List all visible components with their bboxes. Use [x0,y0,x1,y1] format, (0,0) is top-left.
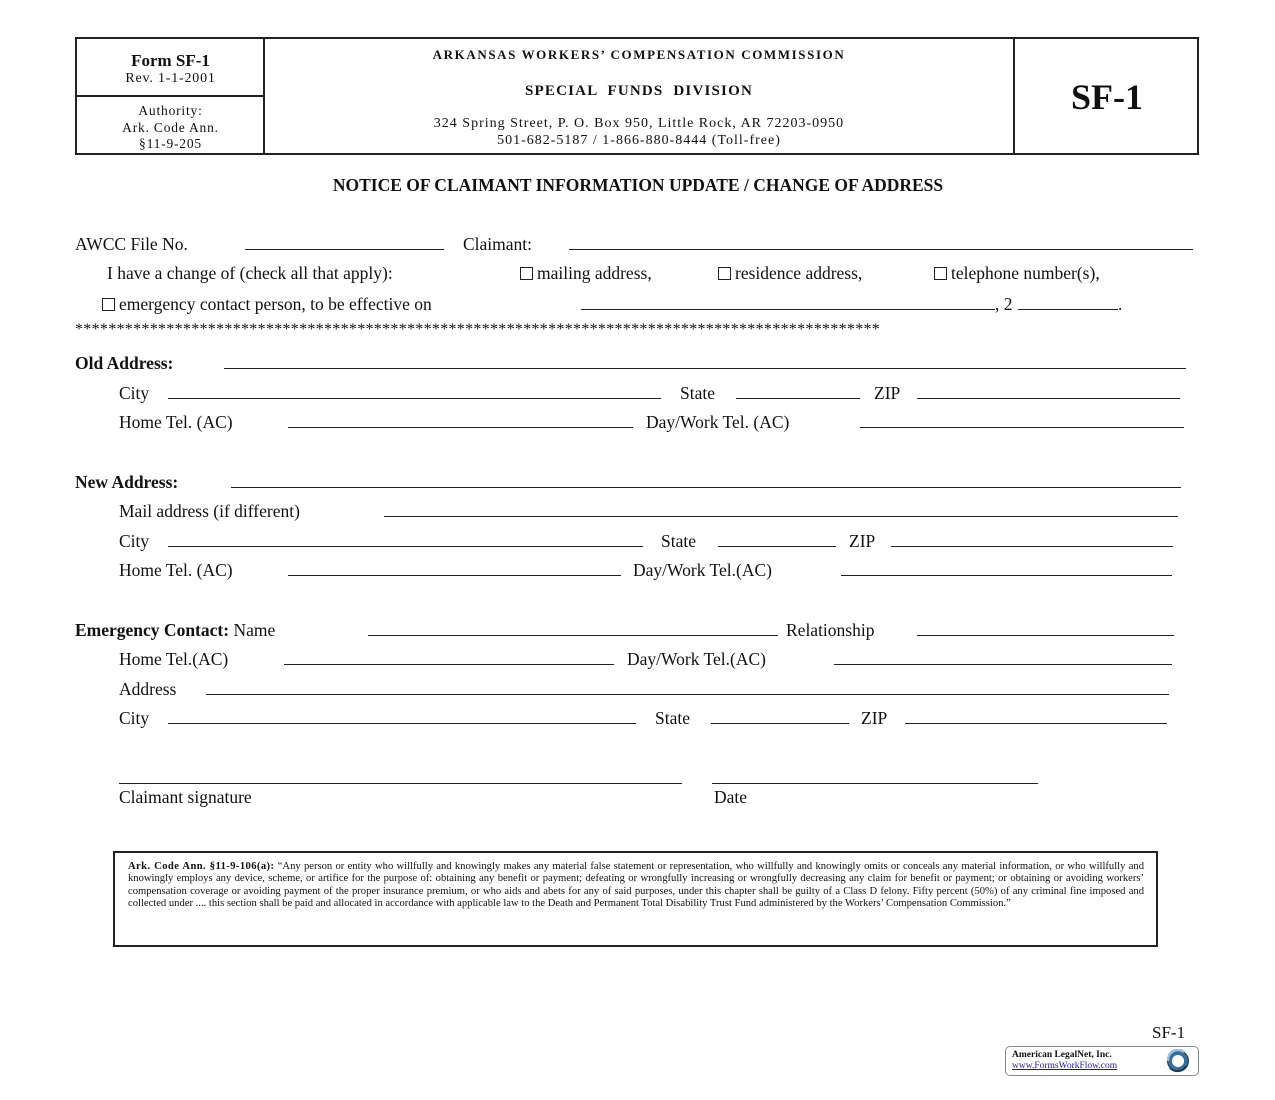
emergency-name-label: Name [233,620,276,640]
vendor-name: American LegalNet, Inc. [1012,1050,1112,1060]
emergency-work-tel-field[interactable] [834,664,1172,665]
globe-icon [1164,1049,1190,1073]
header-divider-horizontal [77,95,264,97]
agency-address: 324 Spring Street, P. O. Box 950, Little Rock, AR 72203-0950 [433,116,845,131]
mailing-address-checkbox[interactable] [520,267,533,280]
effective-date-field[interactable] [581,309,995,310]
relationship-field[interactable] [917,635,1174,636]
emergency-contact-label: emergency contact person, to be effective on [119,294,432,314]
emergency-contact-row [75,620,275,640]
effective-year-field[interactable] [1018,309,1118,310]
date-label: Date [714,787,748,807]
legal-citation: Ark. Code Ann. §11-9-106(a): [128,861,275,872]
old-address-field[interactable] [224,368,1186,369]
legal-notice [113,851,1158,947]
authority-code: Ark. Code Ann. [122,120,219,135]
new-zip-field[interactable] [891,546,1173,547]
old-work-tel-field[interactable] [860,427,1184,428]
old-home-tel-label: Home Tel. (AC) [119,412,233,432]
option-telephone-numbers[interactable] [934,263,1100,283]
emergency-home-tel-field[interactable] [284,664,614,665]
emergency-home-tel-label: Home Tel.(AC) [119,649,229,669]
new-home-tel-field[interactable] [288,575,621,576]
form-code: SF-1 [1071,77,1143,117]
new-state-field[interactable] [718,546,836,547]
new-city-field[interactable] [168,546,643,547]
emergency-address-field[interactable] [206,694,1169,695]
agency-phone: 501-682-5187 / 1-866-880-8444 (Toll-free) [497,133,781,148]
asterisk-separator: ************************************************************************************************* [75,321,881,338]
new-work-tel-field[interactable] [841,575,1172,576]
residence-address-label: residence address, [735,263,863,283]
telephone-numbers-label: telephone number(s), [951,263,1100,283]
old-city-label: City [119,383,150,403]
agency-name: ARKANSAS WORKERS’ COMPENSATION COMMISSION [432,47,846,62]
emergency-contact-checkbox[interactable] [102,298,115,311]
old-zip-label: ZIP [874,383,901,403]
signature-label: Claimant signature [119,787,252,807]
emergency-state-field[interactable] [711,723,849,724]
legal-text: “Any person or entity who willfully and knowingly makes any material false statement or representation, who willfully and knowingly omits or conceals any material information, or who willfully and knowingly employs any device, scheme, or artifice for the purpose of: obtaining any benefit or payment; defeating or wrongfully increasing or wrongfully decreasing any claim for benefit or payment; or obtaining or avoiding workers’ compensation coverage or avoiding payment of the proper insurance premium, or who aids and abets for any of said purposes, under this chapter shall be guilty of a Class D felony. Fifty percent (50%) of any criminal fine imposed and collected under .... this section shall be paid and allocated in accordance with applicable law to the Death and Permanent Total Disability Trust Fund administered by the Workers’ Compensation Commission.” [128,861,1144,909]
emergency-address-label: Address [119,679,177,699]
signature-field[interactable] [119,783,682,784]
new-city-label: City [119,531,150,551]
new-zip-label: ZIP [849,531,876,551]
mailing-address-label: mailing address, [537,263,652,283]
new-work-tel-label: Day/Work Tel.(AC) [633,560,772,580]
option-residence-address[interactable] [718,263,862,283]
division-name: SPECIAL FUNDS DIVISION [524,83,753,99]
emergency-city-field[interactable] [168,723,636,724]
emergency-zip-label: ZIP [861,708,888,728]
date-field[interactable] [712,783,1038,784]
year-prefix: , 2 [995,294,1013,314]
emergency-zip-field[interactable] [905,723,1167,724]
page-code: SF-1 [1152,1023,1186,1042]
vendor-link[interactable]: www.FormsWorkFlow.com [1012,1061,1118,1071]
new-home-tel-label: Home Tel. (AC) [119,560,233,580]
new-address-heading: New Address: [75,472,179,492]
emergency-name-field[interactable] [368,635,778,636]
emergency-state-label: State [655,708,690,728]
authority-label: Authority: [138,103,203,118]
mail-address-field[interactable] [384,516,1178,517]
form-revision: Rev. 1-1-2001 [125,71,216,86]
telephone-numbers-checkbox[interactable] [934,267,947,280]
claimant-field[interactable] [569,249,1193,250]
claimant-label: Claimant: [463,234,533,254]
mail-address-label: Mail address (if different) [119,501,300,521]
emergency-heading: Emergency Contact: [75,620,230,640]
year-suffix: . [1118,294,1123,314]
authority-section: §11-9-205 [139,136,202,151]
option-emergency-contact[interactable] [102,294,432,314]
old-zip-field[interactable] [917,398,1180,399]
new-address-field[interactable] [231,487,1181,488]
form-header [75,37,1199,155]
relationship-label: Relationship [786,620,875,640]
old-city-field[interactable] [168,398,661,399]
old-address-heading: Old Address: [75,353,174,373]
emergency-work-tel-label: Day/Work Tel.(AC) [627,649,766,669]
residence-address-checkbox[interactable] [718,267,731,280]
emergency-city-label: City [119,708,150,728]
file-no-field[interactable] [245,249,444,250]
form-name: Form SF-1 [131,51,210,70]
vendor-logo [1005,1046,1199,1076]
old-state-field[interactable] [736,398,860,399]
old-state-label: State [680,383,715,403]
old-home-tel-field[interactable] [288,427,633,428]
change-prefix: I have a change of (check all that apply): [107,263,393,283]
new-state-label: State [661,531,696,551]
option-mailing-address[interactable] [520,263,652,283]
file-no-label: AWCC File No. [75,234,188,254]
page-title: NOTICE OF CLAIMANT INFORMATION UPDATE / CHANGE OF ADDRESS [332,175,944,195]
old-work-tel-label: Day/Work Tel. (AC) [646,412,790,432]
